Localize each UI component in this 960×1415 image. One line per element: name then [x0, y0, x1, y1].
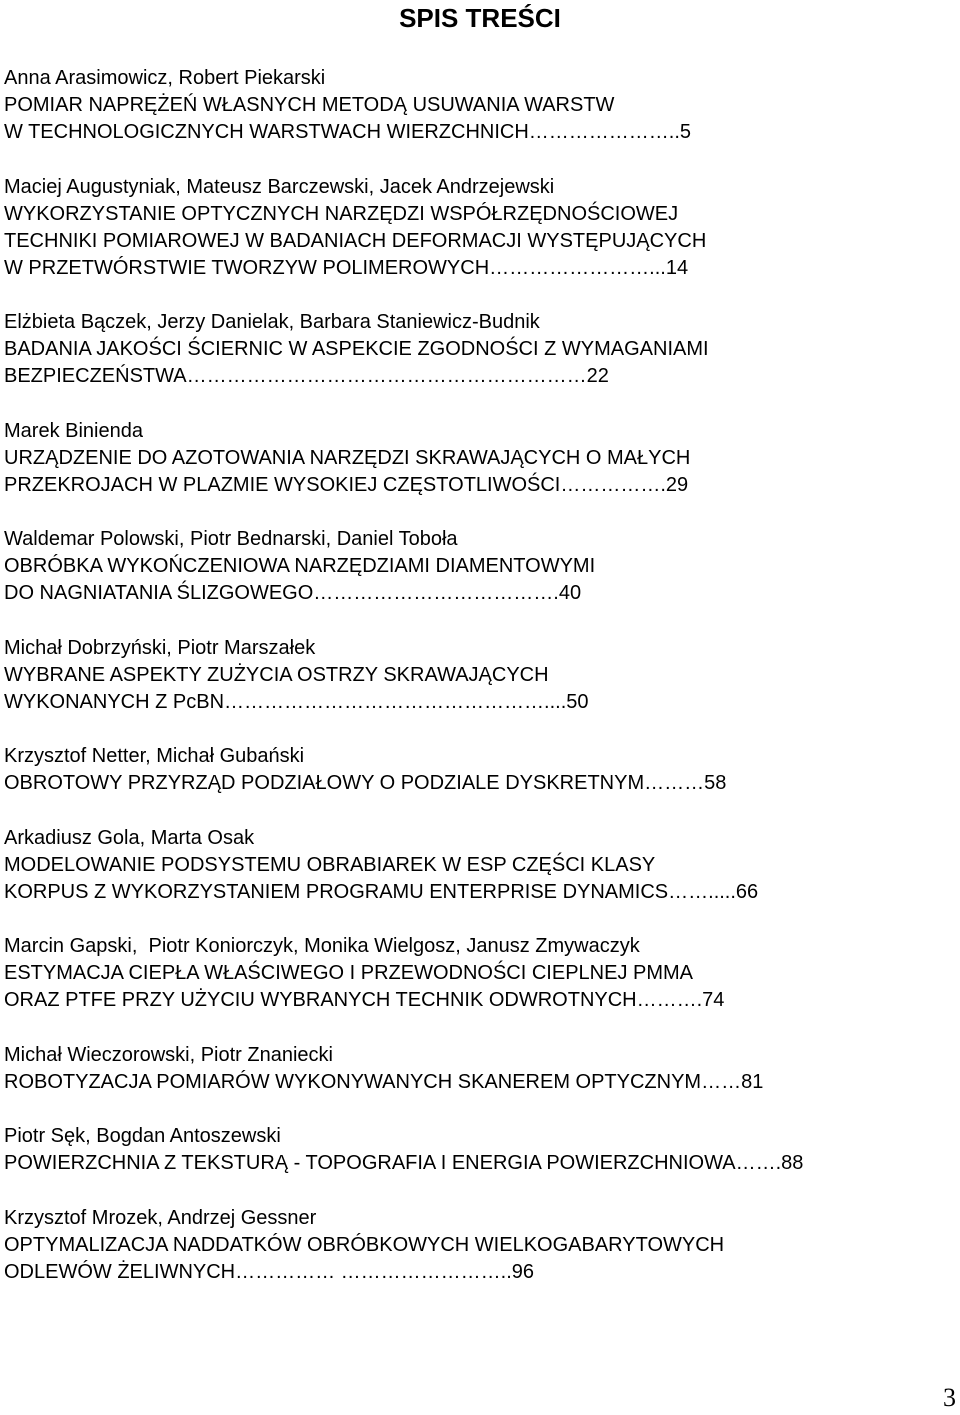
toc-entry-authors: Elżbieta Bączek, Jerzy Danielak, Barbara Staniewicz-Budnik [4, 311, 540, 333]
toc-entry-authors: Krzysztof Netter, Michał Gubański [4, 745, 305, 767]
toc-entry-title-line: KORPUS Z WYKORZYSTANIEM PROGRAMU ENTERPRISE DYNAMICS…….....66 [4, 880, 759, 903]
toc-entry [4, 1205, 956, 1286]
toc-entry [4, 174, 956, 282]
toc-entry [4, 309, 956, 390]
toc-entry-title-line: WYKONANYCH Z PcBN…………………………………………....50 [4, 690, 589, 713]
toc-entry-title-line: URZĄDZENIE DO AZOTOWANIA NARZĘDZI SKRAWAJĄCYCH O MAŁYCH [4, 446, 691, 469]
toc-entry-title-line: WYBRANE ASPEKTY ZUŻYCIA OSTRZY SKRAWAJĄCYCH [4, 663, 549, 686]
toc-entry-authors: Piotr Sęk, Bogdan Antoszewski [4, 1125, 281, 1147]
toc-entry-title-line: ODLEWÓW ŻELIWNYCH…………… ……………………..96 [4, 1260, 535, 1283]
toc-entry-title-line: OBROTOWY PRZYRZĄD PODZIAŁOWY O PODZIALE DYSKRETNYM………58 [4, 772, 727, 794]
toc-entry-title-line: TECHNIKI POMIAROWEJ W BADANIACH DEFORMACJI WYSTĘPUJĄCYCH [4, 229, 707, 252]
toc-entry [4, 825, 956, 906]
toc-entry-title-line: DO NAGNIATANIA ŚLIZGOWEGO……………………………….40 [4, 582, 582, 604]
toc-entry [4, 65, 956, 146]
toc-entry [4, 1123, 956, 1177]
toc-entry-title-line: MODELOWANIE PODSYSTEMU OBRABIAREK W ESP CZĘŚCI KLASY [4, 853, 656, 876]
toc-entry-title-line: BADANIA JAKOŚCI ŚCIERNIC W ASPEKCIE ZGODNOŚCI Z WYMAGANIAMI [4, 338, 709, 360]
toc-entry [4, 418, 956, 499]
toc-entry [4, 743, 956, 797]
toc-entry [4, 933, 956, 1014]
page-title: SPIS TREŚCI [399, 3, 561, 33]
toc-entry-authors: Marek Binienda [4, 419, 143, 442]
toc-entry-authors: Marcin Gapski, Piotr Koniorczyk, Monika Wielgosz, Janusz Zmywaczyk [4, 935, 640, 957]
toc-entry-authors: Anna Arasimowicz, Robert Piekarski [4, 67, 326, 89]
toc-entry-authors: Arkadiusz Gola, Marta Osak [4, 826, 255, 849]
toc-entry-title-line: OPTYMALIZACJA NADDATKÓW OBRÓBKOWYCH WIELKOGABARYTOWYCH [4, 1233, 725, 1256]
toc-entry-title-line: ROBOTYZACJA POMIARÓW WYKONYWANYCH SKANEREM OPTYCZNYM……81 [4, 1070, 764, 1093]
toc-entry-title-line: W PRZETWÓRSTWIE TWORZYW POLIMEROWYCH……………………...14 [4, 256, 689, 279]
toc-entry-authors: Michał Dobrzyński, Piotr Marszałek [4, 636, 316, 659]
toc-entry-title-line: ESTYMACJA CIEPŁA WŁAŚCIWEGO I PRZEWODNOŚCI CIEPLNEJ PMMA [4, 962, 694, 984]
toc-entry-title-line: ORAZ PTFE PRZY UŻYCIU WYBRANYCH TECHNIK ODWROTNYCH……….74 [4, 989, 725, 1011]
toc-entry-title-line: POMIAR NAPRĘŻEŃ WŁASNYCH METODĄ USUWANIA WARSTW [4, 94, 615, 116]
toc-entry-authors: Maciej Augustyniak, Mateusz Barczewski, Jacek Andrzejewski [4, 175, 555, 198]
toc-entry [4, 635, 956, 716]
toc-entry-title-line: PRZEKROJACH W PLAZMIE WYSOKIEJ CZĘSTOTLIWOŚCI…………….29 [4, 473, 689, 496]
toc-entry [4, 1042, 956, 1096]
page-number: 3 [943, 1383, 956, 1412]
toc-entry-title-line: OBRÓBKA WYKOŃCZENIOWA NARZĘDZIAMI DIAMENTOWYMI [4, 555, 596, 577]
toc-entry-title-line: W TECHNOLOGICZNYCH WARSTWACH WIERZCHNICH…………………..5 [4, 121, 692, 143]
toc-entry-title-line: POWIERZCHNIA Z TEKSTURĄ - TOPOGRAFIA I ENERGIA POWIERZCHNIOWA…….88 [4, 1152, 804, 1174]
toc-entry-title-line: WYKORZYSTANIE OPTYCZNYCH NARZĘDZI WSPÓŁRZĘDNOŚCIOWEJ [4, 202, 679, 225]
toc-entry-authors: Waldemar Polowski, Piotr Bednarski, Daniel Toboła [4, 528, 458, 550]
table-of-contents [4, 65, 956, 1313]
toc-entry-authors: Krzysztof Mrozek, Andrzej Gessner [4, 1206, 317, 1229]
toc-entry-title-line: BEZPIECZEŃSTWA……………………………………………………22 [4, 365, 609, 387]
toc-entry-authors: Michał Wieczorowski, Piotr Znaniecki [4, 1043, 333, 1066]
toc-entry [4, 526, 956, 607]
